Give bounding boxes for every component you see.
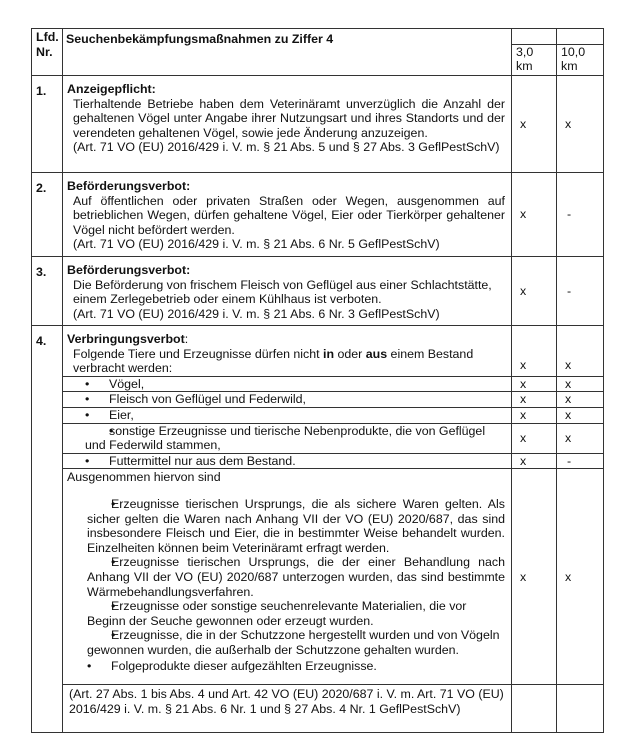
row-text: Folgende Tiere und Erzeugnisse dürfen nicht in oder aus einem Bestand verbracht werden:	[73, 346, 474, 376]
cell-10km: x	[557, 76, 604, 173]
row-title: Beförderungsverbot:	[67, 179, 191, 193]
list-item: • Eier,	[85, 408, 505, 423]
header-col-3km: 3,0 km	[512, 45, 557, 76]
table-row	[32, 453, 604, 469]
list-item: • Fleisch von Geflügel und Federwild,	[85, 392, 505, 407]
list-item: • Erzeugnisse, die in der Schutzzone hergestellt wurden und von Vögeln gewonnen wurden, die außerhalb der Schutzzone gehalten wurden.	[87, 628, 505, 657]
cell-3km: x	[512, 376, 557, 392]
header-nr: Lfd. Nr.	[32, 29, 63, 76]
cell-3km: x	[512, 423, 557, 453]
table-row	[32, 376, 604, 392]
table-row	[32, 392, 604, 408]
row-number: 1.	[32, 76, 63, 173]
cell-3km: x	[512, 257, 557, 326]
cell-10km: -	[557, 173, 604, 257]
row-text: Die Beförderung von frischem Fleisch von Geflügel aus einer Schlachtstätte, einem Zerlegebetrieb oder einem Kühlhaus ist verboten.	[73, 277, 492, 307]
cell-3km: x	[512, 326, 557, 377]
list-item: • Vögel,	[85, 377, 505, 392]
cell-10km: -	[557, 257, 604, 326]
list-item: • Futtermittel nur aus dem Bestand.	[85, 454, 505, 469]
cell-3km: x	[512, 173, 557, 257]
exceptions-heading: Ausgenommen hiervon sind	[67, 470, 221, 485]
header-col-10km: 10,0 km	[557, 45, 604, 76]
table-row	[32, 407, 604, 423]
table-row	[32, 257, 604, 326]
row-title: Beförderungsverbot:	[67, 263, 191, 277]
row-text: Auf öffentlichen oder privaten Straßen oder Wegen, ausgenommen auf betrieblichen Wegen, dürfen gehaltene Vögel, Eier oder Tierkörper gehaltener Vögel nicht befördert werden.	[73, 193, 505, 237]
row-text: Tierhaltende Betriebe haben dem Veterinäramt unverzüglich die Anzahl der gehaltenen Vögel unter Angabe ihrer Nutzungsart und ihres Standorts und der verendeten gehaltenen Vögel, sowie jede Änderung anzuzeigen.	[73, 96, 505, 140]
table-row: 4. Verbringungsverbot: Folgende Tiere und Erzeugnisse dürfen nicht in oder aus einem Bestand verbracht werden: x x	[32, 326, 604, 377]
row-reference: (Art. 27 Abs. 1 bis Abs. 4 und Art. 42 VO (EU) 2020/687 i. V. m. Art. 71 VO (EU) 2016/429 i. V. m. § 21 Abs. 6 Nr. 1 und § 27 Abs. 4 Nr. 1 GeflPestSchV)	[69, 687, 504, 716]
row-title: Anzeigepflicht:	[67, 82, 156, 96]
cell-10km: x	[557, 392, 604, 408]
list-item: • Erzeugnisse tierischen Ursprungs, die der einer Behandlung nach Anhang VII der VO (EU) 2020/687 unterzogen wurden, das sind bestimmte Wärmebehandlungsverfahren.	[87, 555, 505, 599]
header-title: Seuchenbekämpfungsmaßnahmen zu Ziffer 4	[63, 29, 512, 76]
list-item: • sonstige Erzeugnisse und tierische Nebenprodukte, die von Geflügel und Federwild stammen,	[85, 424, 505, 453]
cell-10km: -	[557, 453, 604, 469]
row-number: 2.	[32, 173, 63, 257]
cell-10km: x	[557, 326, 604, 377]
list-item: • Erzeugnisse oder sonstige seuchenrelevante Materialien, die vor Beginn der Seuche gewonnen oder erzeugt wurden.	[87, 599, 505, 628]
cell-3km: x	[512, 76, 557, 173]
cell-10km: x	[557, 423, 604, 453]
table-row	[32, 173, 604, 257]
table-row	[32, 469, 604, 685]
row-title: Verbringungsverbot	[67, 332, 185, 346]
cell-10km: x	[557, 376, 604, 392]
cell-3km: x	[512, 392, 557, 408]
row-reference: (Art. 71 VO (EU) 2016/429 i. V. m. § 21 Abs. 6 Nr. 5 GeflPestSchV)	[73, 237, 440, 252]
cell-10km: x	[557, 469, 604, 685]
list-item: • Folgeprodukte dieser aufgezählten Erzeugnisse.	[87, 659, 505, 674]
cell-3km: x	[512, 453, 557, 469]
table-row	[32, 685, 604, 733]
cell-3km: x	[512, 407, 557, 423]
table-row	[32, 423, 604, 453]
row-number: 4.	[32, 326, 63, 733]
measures-table	[31, 28, 604, 733]
row-reference: (Art. 71 VO (EU) 2016/429 i. V. m. § 21 Abs. 6 Nr. 3 GeflPestSchV)	[73, 306, 440, 321]
row-reference: (Art. 71 VO (EU) 2016/429 i. V. m. § 21 Abs. 5 und § 27 Abs. 3 GeflPestSchV)	[73, 140, 500, 155]
table-row	[32, 76, 604, 173]
cell-3km: x	[512, 469, 557, 685]
list-item: • Erzeugnisse tierischen Ursprungs, die als sichere Waren gelten. Als sicher gelten die Waren nach Anhang VII der VO (EU) 2020/687, das sind insbesondere Fleisch und Eier, die in bestimmter Weise behandelt wurden. Einzelheiten können beim Veterinäramt erfragt werden.	[87, 497, 505, 555]
cell-10km: x	[557, 407, 604, 423]
row-number: 3.	[32, 257, 63, 326]
